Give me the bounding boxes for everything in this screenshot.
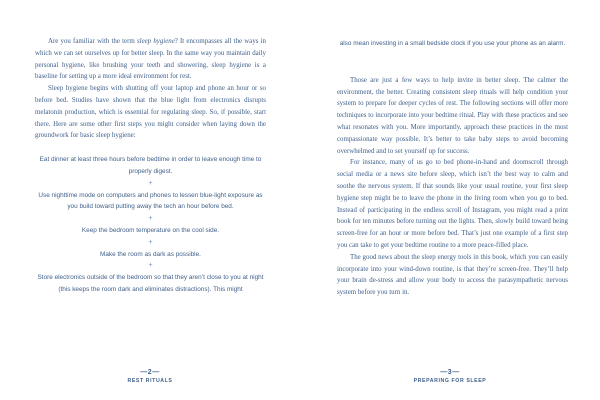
list-separator: + [148, 179, 153, 187]
list-item: Use nighttime mode on computers and phones to lessen blue-light exposure as you build toward putting away the tech an hour before bed. [38, 191, 263, 211]
page-number: —3— [440, 369, 460, 376]
paragraph: The good news about the sleep energy tools in this book, which you can easily incorporate into your wind-down routine, is that they’re screen-free. They’ll help your brain de-stress and allow your body to access the parasympathetic nervous system before you turn in. [337, 253, 568, 297]
page-number: —2— [140, 369, 160, 376]
list-item: Keep the bedroom temperature on the cool side. [81, 226, 220, 234]
paragraph: For instance, many of us go to bed phone-in-hand and doomscroll through social media or a news site before sleep, which isn’t the best way to calm and soothe the nervous system. If that sounds like your usual routine, your first sleep hygiene step might be to leave the phone in the living room when you go to bed. Instead of participating in the endless scroll of Instagram, you might read a print book for ten minutes before turning out the lights. Then, slowly build toward being screen-free for an hour or more before bed. That’s just one example of a first step you can take to get your bedtime routine to a more peace-filled place. [337, 159, 568, 249]
list-item-continued: also mean investing in a small bedside clock if you use your phone as an alarm. [339, 40, 566, 47]
tips-list [35, 154, 266, 296]
paragraph-text: ? It encompasses all the ways in which we can set ourselves up for better sleep. In the same way you maintain daily personal hygiene, like brushing your teeth and showering, sleep hygiene is a baseline for setting up a more ideal environment for rest. [35, 38, 267, 81]
paragraph: Sleep hygiene begins with shutting off your laptop and phone an hour or so before bed. Studies have shown that the blue light from electronics disrupts melatonin production, which is essential for regulating sleep. So, if possible, start there. Here are some other first steps you might consider when laying down the groundwork for basic sleep hygiene: [35, 85, 266, 140]
paragraph-text: Are you familiar with the term [48, 38, 137, 45]
list-separator: + [148, 238, 153, 246]
left-page-body [35, 36, 266, 296]
emphasized-term: sleep hygiene [136, 38, 175, 45]
paragraph: Those are just a few ways to help invite in better sleep. The calmer the environment, the better. Creating consistent sleep rituals will help condition your system to prepare for deeper cycles of rest. The following sections will offer more techniques to incorporate into your bedtime ritual. Play with these practices and see what resonates with you. More importantly, approach these practices in the most compassionate way possible. It’s better to take baby steps to avoid becoming overwhelmed and to set yourself up for success. [337, 76, 568, 155]
right-page-body [337, 38, 568, 299]
list-separator: + [148, 215, 153, 223]
paragraph [35, 36, 266, 83]
left-page-footer [0, 368, 300, 385]
right-page-footer [300, 368, 600, 385]
right-page [300, 0, 600, 400]
running-head: PREPARING FOR SLEEP [413, 378, 487, 384]
list-item: Store electronics outside of the bedroom so that they aren’t close to you at night (this keeps the room dark and eliminates distractions). This might [37, 274, 264, 293]
list-separator: + [148, 262, 153, 270]
list-item: Eat dinner at least three hours before bedtime in order to leave enough time to properly digest. [39, 156, 262, 175]
running-head: REST RITUALS [127, 378, 173, 384]
list-item: Make the room as dark as possible. [100, 250, 201, 258]
